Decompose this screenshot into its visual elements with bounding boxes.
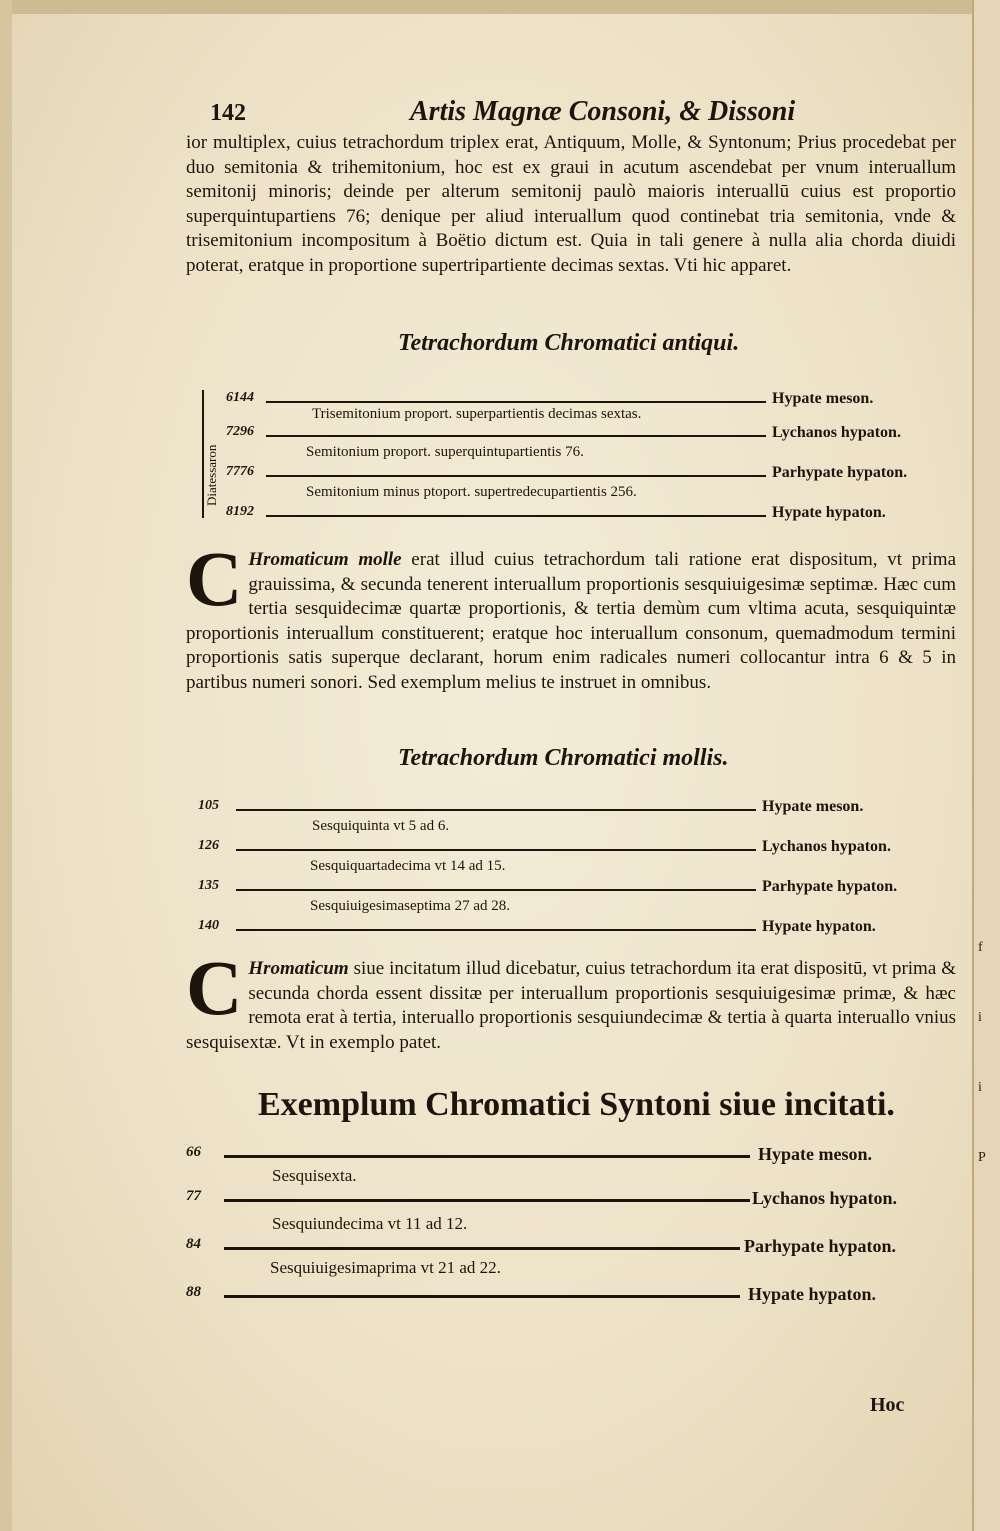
margin-fragments: [978, 940, 998, 1220]
chord-number: 105: [198, 798, 219, 813]
chord-number: 88: [186, 1284, 201, 1300]
diagram-title-antiqui: Tetrachordum Chromatici antiqui.: [398, 330, 740, 356]
chord-rule: [236, 809, 756, 811]
paragraph-body: erat illud cuius tetrachordum tali ratione erat dispositum, vt prima grauissima, & secunda tenerent interuallum proportionis sesquiuigesimæ septimæ. Hæc cum tertia sesquidecimæ quartæ proportionis, & tertia demùm cum vltima acuta, sesquiquintæ proportionis interuallum constituerent; eratque hoc interuallum consonum, quemadmodum termini proportionis satis superque declarant, horum enim radicales numeri collocantur intra 6 & 5 in partibus numeri sonori. Sed exemplum melius te instruet in omnibus.: [186, 549, 957, 693]
chord-rule: [224, 1155, 750, 1158]
chord-line: [186, 1188, 956, 1212]
paragraph-1: ior multiplex, cuius tetrachordum triplex erat, Antiquum, Molle, & Syntonum; Prius procedebat per duo semitonia & trihemitonium, hoc est ex graui in acutum ascendebat per vnum interuallum semitonij minoris; deinde per alterum semitonij paulò maioris interuallū cuius est proportio superquintupartiens 76; denique per aliud interuallum quod continebat tria semitonia, vnde & trisemitonium incompositum à Boëtio dictum est. Quia in tali genere à nulla alia chorda diuidi poterat, eratque in proportione supertripartiente decimas sextas. Vti hic apparet.: [186, 132, 956, 276]
paragraph-lead: Hromaticum molle: [248, 549, 402, 570]
running-head: [210, 96, 810, 136]
page-left-edge: [0, 0, 12, 1531]
chord-line: [186, 798, 956, 822]
chord-rule: [224, 1199, 750, 1202]
paragraph-lead: Hromaticum: [248, 958, 349, 979]
paragraph-2: [186, 535, 957, 695]
drop-cap: C: [186, 535, 243, 622]
chord-name: Lychanos hypaton.: [752, 1188, 898, 1208]
tetrachord-diagram-syntoni: [186, 1140, 956, 1310]
chord-name: Hypate meson.: [762, 798, 864, 815]
chord-number: 126: [198, 838, 219, 853]
chord-number: 7296: [226, 424, 254, 439]
chord-name: Hypate meson.: [758, 1144, 872, 1164]
chord-line: [186, 1236, 956, 1260]
interval-label: Sesquiuigesimaseptima 27 ad 28.: [310, 898, 510, 914]
interval-label: Sesquiquinta vt 5 ad 6.: [312, 818, 450, 834]
interval-label: Sesquiundecima vt 11 ad 12.: [272, 1214, 468, 1233]
paragraph-body: siue incitatum illud dicebatur, cuius tetrachordum ita erat dispositū, vt prima & secunda chorda essent dissitæ per interuallum proportionis sesquiuigesimæ primæ, & hæc remota erat à tertia, interuallo proportionis sesquiundecimæ & tertia à quarta interuallo vnius sesquisextæ. Vt in exemplo patet.: [186, 958, 956, 1053]
chord-number: 135: [198, 878, 219, 893]
chord-number: 66: [186, 1144, 201, 1160]
chord-name: Parhypate hypaton.: [762, 878, 898, 895]
chord-line: [186, 918, 956, 942]
diatessaron-text: Diatessaron: [204, 444, 219, 506]
chord-rule: [236, 929, 756, 931]
chord-name: Parhypate hypaton.: [744, 1236, 897, 1256]
interval-label: Semitonium minus ptoport. supertredecupartientis 256.: [306, 484, 637, 500]
interval-label: Semitonium proport. superquintupartientis 76.: [306, 444, 584, 460]
margin-fragment: i: [978, 1010, 982, 1025]
chord-name: Lychanos hypaton.: [762, 838, 891, 855]
diagram-title-syntoni: Exemplum Chromatici Syntoni siue incitati.: [258, 1086, 895, 1123]
chord-name: Parhypate hypaton.: [772, 464, 908, 481]
chord-number: 7776: [226, 464, 254, 479]
chord-line: [186, 878, 956, 902]
interval-label: Sesquiquartadecima vt 14 ad 15.: [310, 858, 506, 874]
margin-fragment: f: [978, 940, 983, 955]
chord-line: [186, 838, 956, 862]
page-number: 142: [210, 100, 246, 126]
interval-label: Sesquiuigesimaprima vt 21 ad 22.: [270, 1258, 501, 1277]
chord-line: [186, 1284, 956, 1308]
chord-line: [186, 1144, 956, 1168]
chord-rule: [266, 401, 766, 403]
tetrachord-diagram-mollis: [186, 794, 956, 944]
page-top-edge: [0, 0, 1000, 14]
diagram-title-mollis: Tetrachordum Chromatici mollis.: [398, 745, 729, 771]
chord-rule: [224, 1295, 740, 1298]
chord-number: 77: [186, 1188, 201, 1204]
chord-number: 84: [186, 1236, 201, 1252]
running-title: Artis Magnæ Consoni, & Dissoni: [410, 96, 796, 127]
margin-fragment: i: [978, 1080, 982, 1095]
interval-label: Trisemitonium proport. superpartientis decimas sextas.: [312, 406, 642, 422]
chord-rule: [236, 889, 756, 891]
tetrachord-diagram-antiqui: [186, 380, 956, 530]
chord-number: 140: [198, 918, 219, 933]
drop-cap: C: [186, 944, 243, 1031]
margin-fragment: P: [978, 1150, 986, 1165]
chord-name: Hypate hypaton.: [772, 504, 886, 521]
chord-rule: [266, 515, 766, 517]
page-right-edge: [972, 0, 1000, 1531]
interval-label: Sesquisexta.: [272, 1166, 357, 1185]
chord-rule: [224, 1247, 740, 1250]
chord-name: Hypate meson.: [772, 390, 874, 407]
chord-rule: [266, 475, 766, 477]
chord-name: Hypate hypaton.: [748, 1284, 877, 1304]
chord-name: Lychanos hypaton.: [772, 424, 901, 441]
chord-rule: [266, 435, 766, 437]
chord-line: [186, 504, 956, 528]
chord-rule: [236, 849, 756, 851]
paragraph-3: [186, 944, 956, 1055]
chord-name: Hypate hypaton.: [762, 918, 876, 935]
catchword: Hoc: [870, 1394, 905, 1416]
chord-number: 6144: [226, 390, 254, 405]
chord-number: 8192: [226, 504, 254, 519]
